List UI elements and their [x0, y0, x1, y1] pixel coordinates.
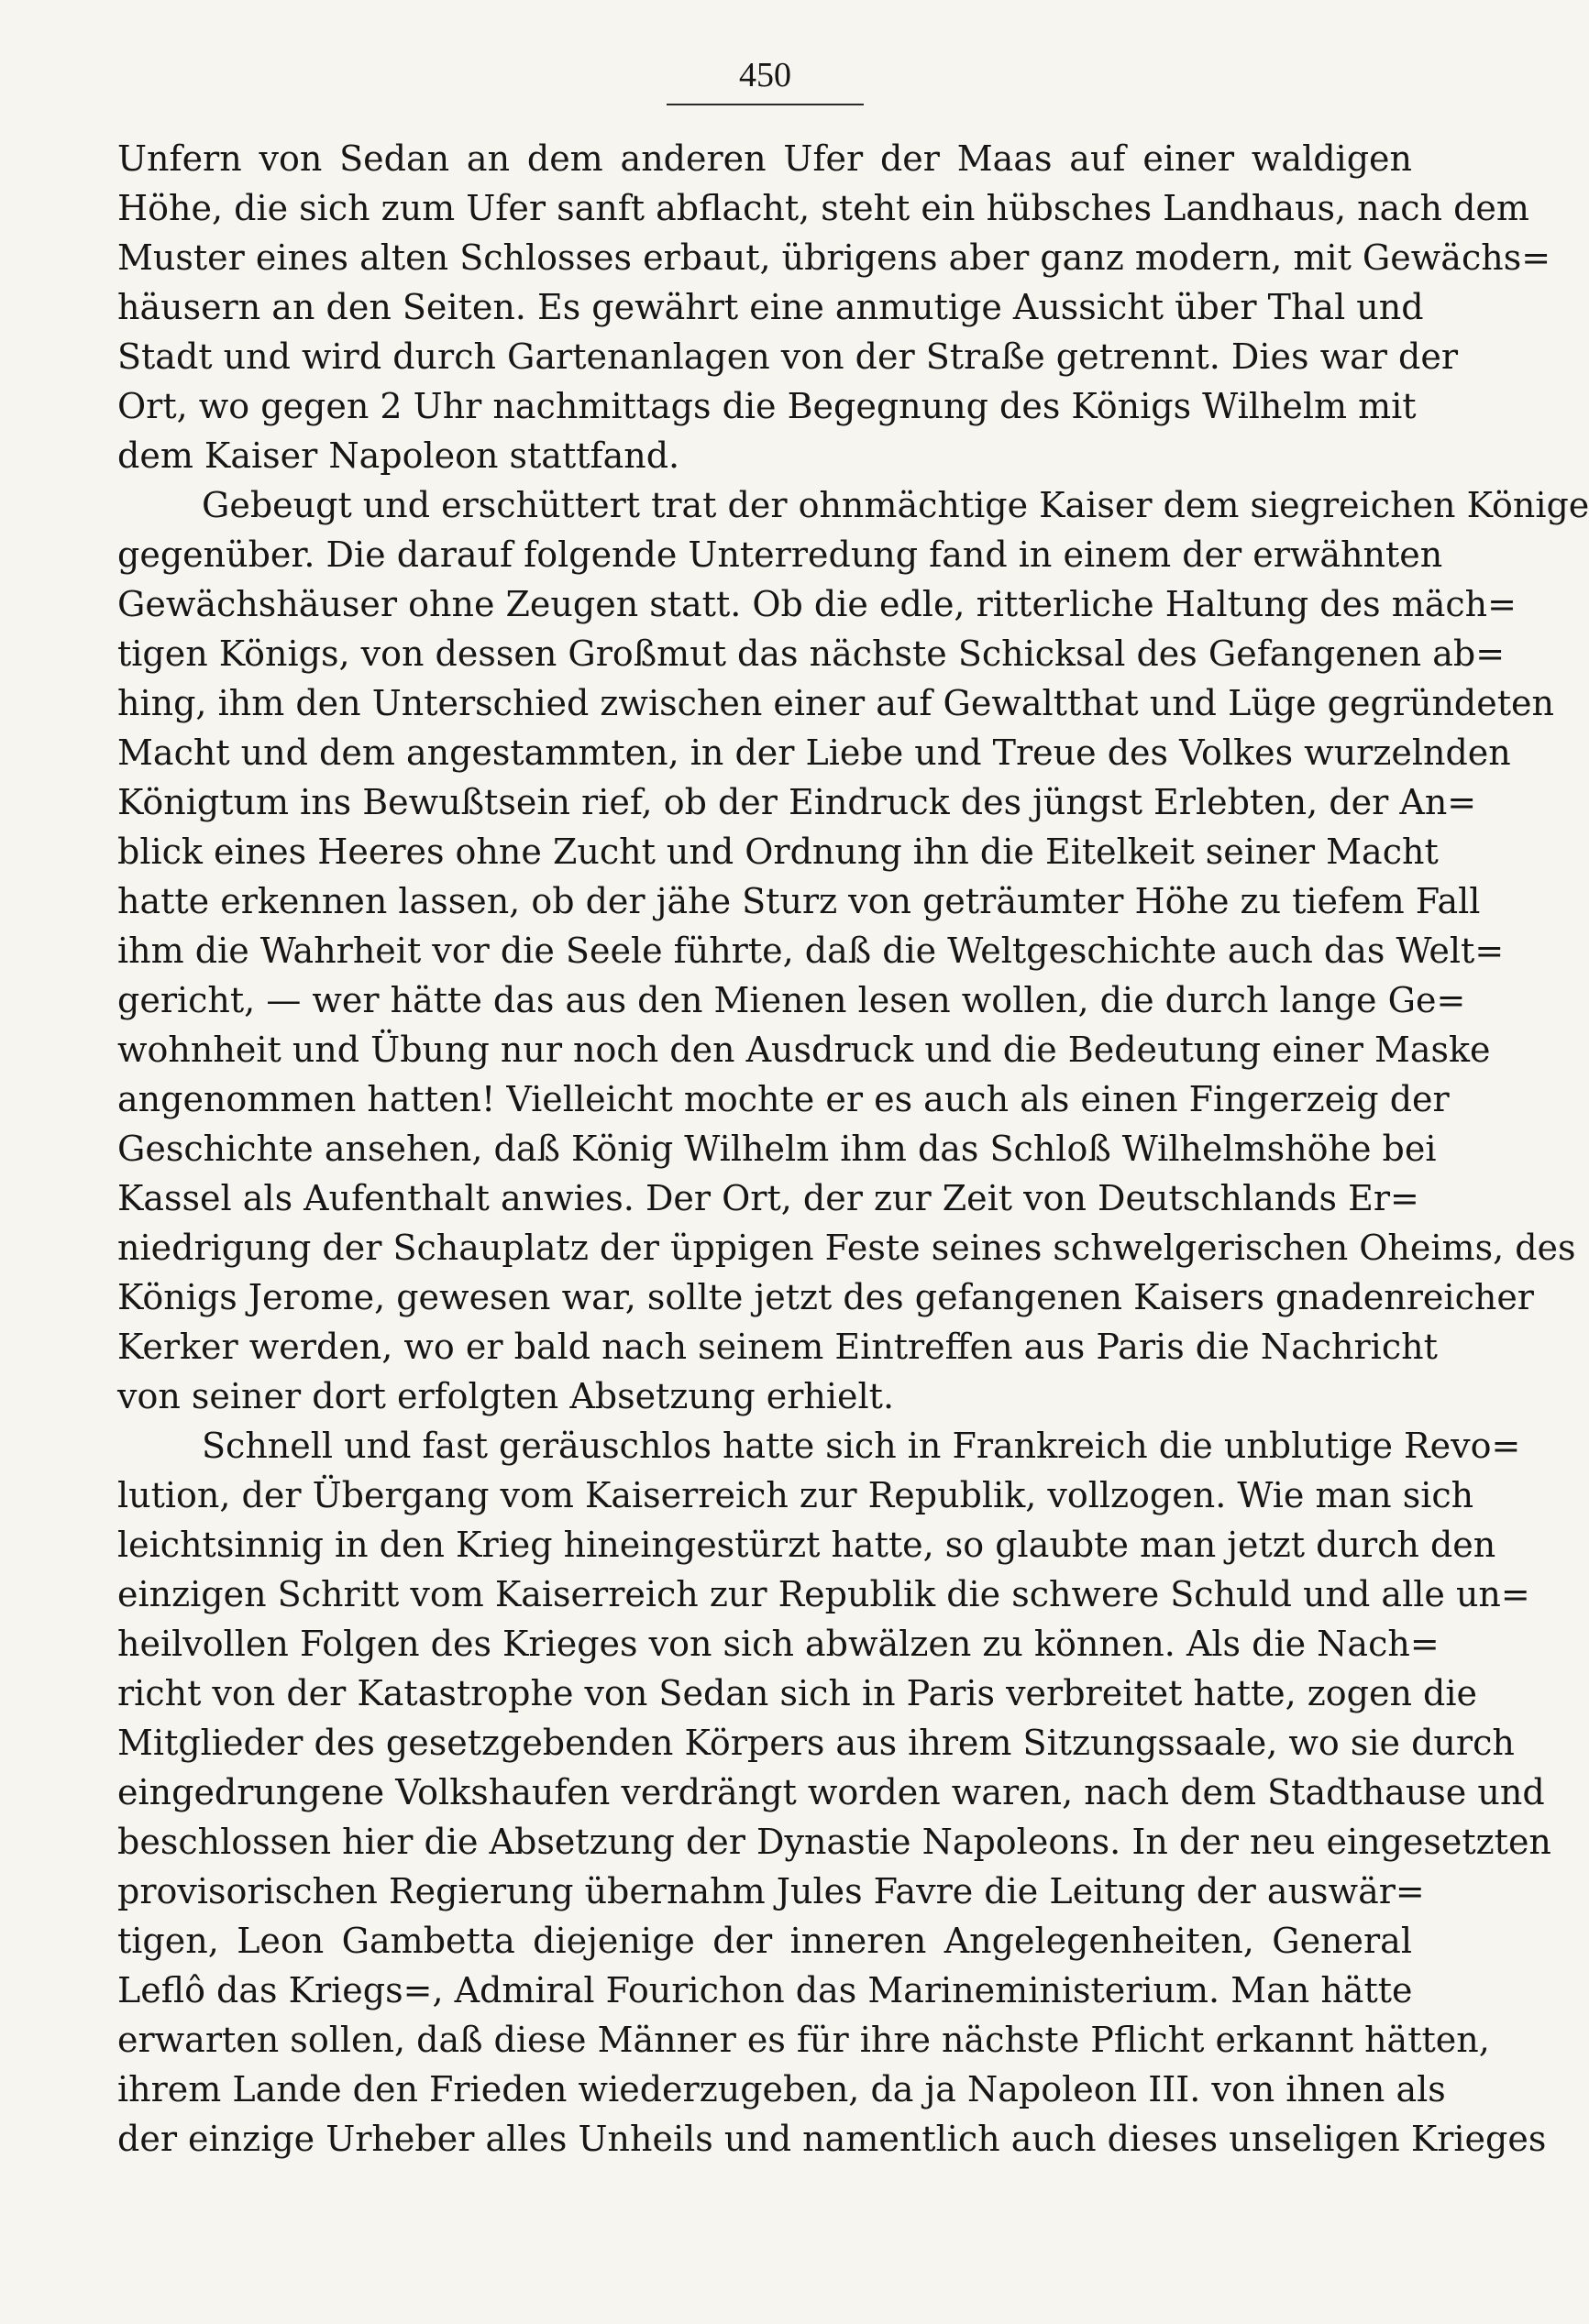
- text-line: Kerker werden, wo er bald nach seinem Eintreffen aus Paris die Nachricht: [117, 1327, 1438, 1367]
- text-line: tigen, Leon Gambetta diejenige der inneren Angelegenheiten, General: [117, 1921, 1412, 1961]
- text-line: häusern an den Seiten. Es gewährt eine anmutige Aussicht über Thal und: [117, 287, 1424, 327]
- text-line: dem Kaiser Napoleon stattfand.: [117, 435, 680, 476]
- text-line: Stadt und wird durch Gartenanlagen von der Straße getrennt. Dies war der: [117, 336, 1458, 377]
- body-text: [117, 134, 1589, 2164]
- text-line: der einzige Urheber alles Unheils und namentlich auch dieses unseligen Krieges: [117, 2119, 1547, 2159]
- text-line: erwarten sollen, daß diese Männer es für ihre nächste Pflicht erkannt hätten,: [117, 2020, 1490, 2060]
- text-line: Gebeugt und erschüttert trat der ohnmächtige Kaiser dem siegreichen Könige: [202, 485, 1589, 525]
- page-number: 450: [739, 56, 791, 94]
- text-line: Höhe, die sich zum Ufer sanft abflacht, steht ein hübsches Landhaus, nach dem: [117, 188, 1529, 228]
- text-line: niedrigung der Schauplatz der üppigen Feste seines schwelgerischen Oheims, des: [117, 1228, 1576, 1268]
- text-line: hatte erkennen lassen, ob der jähe Sturz von geträumter Höhe zu tiefem Fall: [117, 881, 1481, 921]
- text-line: leichtsinnig in den Krieg hineingestürzt hatte, so glaubte man jetzt durch den: [117, 1525, 1496, 1565]
- text-line: von seiner dort erfolgten Absetzung erhielt.: [117, 1376, 895, 1416]
- text-line: beschlossen hier die Absetzung der Dynastie Napoleons. In der neu eingesetzten: [117, 1822, 1551, 1862]
- paragraph: [117, 134, 1551, 480]
- text-line: ihm die Wahrheit vor die Seele führte, daß die Weltgeschichte auch das Welt=: [117, 931, 1505, 971]
- text-line: eingedrungene Volkshaufen verdrängt worden waren, nach dem Stadthause und: [117, 1772, 1545, 1812]
- text-line: Unfern von Sedan an dem anderen Ufer der Maas auf einer waldigen: [117, 138, 1412, 179]
- text-line: wohnheit und Übung nur noch den Ausdruck und die Bedeutung einer Maske: [117, 1030, 1491, 1070]
- text-line: Gewächshäuser ohne Zeugen statt. Ob die edle, ritterliche Haltung des mäch=: [117, 584, 1517, 624]
- text-line: Mitglieder des gesetzgebenden Körpers aus ihrem Sitzungssaale, wo sie durch: [117, 1723, 1515, 1763]
- text-line: heilvollen Folgen des Krieges von sich abwälzen zu können. Als die Nach=: [117, 1624, 1440, 1664]
- text-line: gericht, — wer hätte das aus den Mienen lesen wollen, die durch lange Ge=: [117, 980, 1466, 1020]
- text-line: richt von der Katastrophe von Sedan sich in Paris verbreitet hatte, zogen die: [117, 1673, 1478, 1713]
- text-line: Schnell und fast geräuschlos hatte sich in Frankreich die unblutige Revo=: [202, 1426, 1521, 1466]
- text-line: Leflô das Kriegs=, Admiral Fourichon das Marineministerium. Man hätte: [117, 1970, 1413, 2010]
- text-line: provisorischen Regierung übernahm Jules Favre die Leitung der auswär=: [117, 1871, 1425, 1911]
- paragraph: [117, 480, 1589, 1421]
- text-line: einzigen Schritt vom Kaiserreich zur Republik die schwere Schuld und alle un=: [117, 1574, 1530, 1614]
- text-line: Ort, wo gegen 2 Uhr nachmittags die Begegnung des Königs Wilhelm mit: [117, 386, 1417, 426]
- text-line: Kassel als Aufenthalt anwies. Der Ort, der zur Zeit von Deutschlands Er=: [117, 1178, 1419, 1218]
- text-line: tigen Königs, von dessen Großmut das nächste Schicksal des Gefangenen ab=: [117, 633, 1506, 674]
- paragraph: [117, 1421, 1551, 2164]
- text-line: Geschichte ansehen, daß König Wilhelm ihm das Schloß Wilhelmshöhe bei: [117, 1129, 1437, 1169]
- header-rule: [667, 104, 864, 105]
- text-line: Macht und dem angestammten, in der Liebe und Treue des Volkes wurzelnden: [117, 732, 1511, 773]
- text-line: blick eines Heeres ohne Zucht und Ordnung ihn die Eitelkeit seiner Macht: [117, 832, 1439, 872]
- text-line: angenommen hatten! Vielleicht mochte er es auch als einen Fingerzeig der: [117, 1079, 1450, 1119]
- text-line: gegenüber. Die darauf folgende Unterredung fand in einem der erwähnten: [117, 534, 1443, 575]
- text-line: lution, der Übergang vom Kaiserreich zur Republik, vollzogen. Wie man sich: [117, 1475, 1474, 1515]
- text-line: hing, ihm den Unterschied zwischen einer auf Gewaltthat und Lüge gegründeten: [117, 683, 1554, 723]
- text-line: Königs Jerome, gewesen war, sollte jetzt des gefangenen Kaisers gnadenreicher: [117, 1277, 1534, 1317]
- text-line: Muster eines alten Schlosses erbaut, übrigens aber ganz modern, mit Gewächs=: [117, 237, 1551, 278]
- text-line: ihrem Lande den Frieden wiederzugeben, da ja Napoleon III. von ihnen als: [117, 2069, 1446, 2109]
- text-line: Königtum ins Bewußtsein rief, ob der Eindruck des jüngst Erlebten, der An=: [117, 782, 1477, 822]
